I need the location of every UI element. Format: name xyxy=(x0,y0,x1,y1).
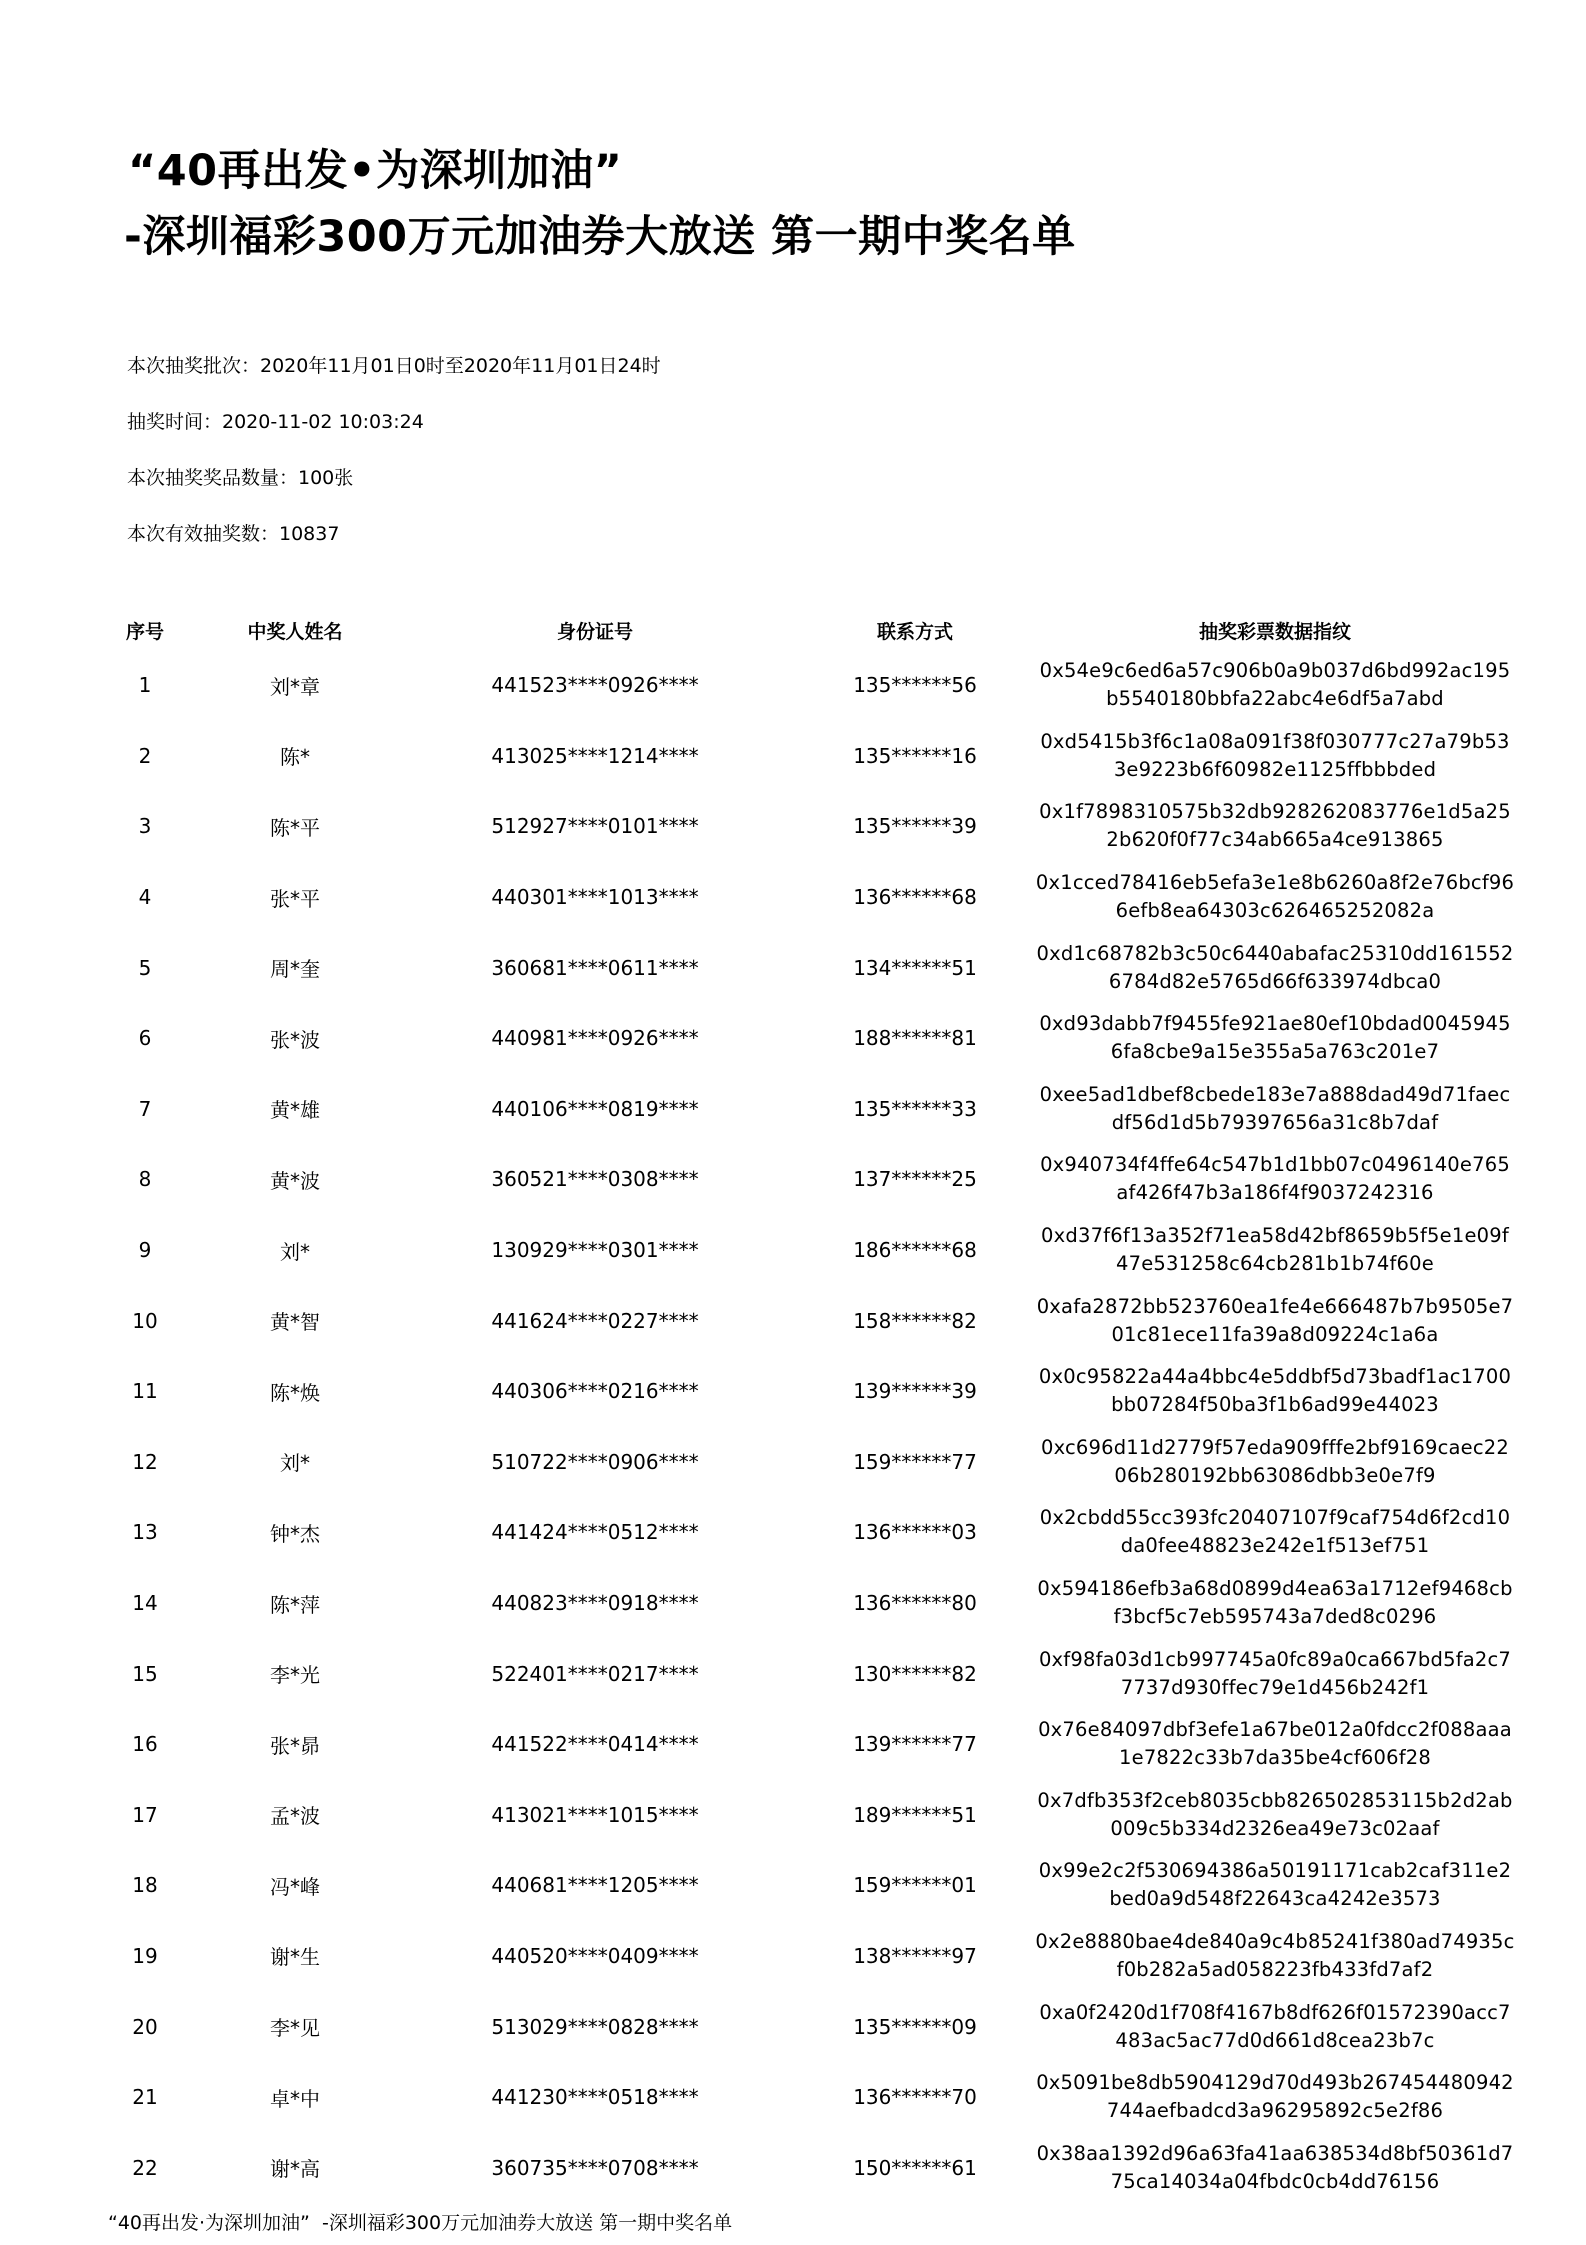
cell-contact: 159******01 xyxy=(853,1873,977,1898)
table-row xyxy=(95,721,1515,792)
cell-id-number: 130929****0301**** xyxy=(491,1238,699,1263)
cell-contact: 158******82 xyxy=(853,1308,977,1333)
cell-id-number: 512927****0101**** xyxy=(491,814,699,839)
cell-fingerprint: 0x1cced78416eb5efa3e1e8b6260a8f2e76bcf966efb8ea64303c626465252082a xyxy=(1035,871,1515,923)
cell-winner-name: 冯*峰 xyxy=(270,1874,320,1899)
table-row xyxy=(95,1991,1515,2062)
cell-contact: 136******03 xyxy=(853,1520,977,1545)
cell-winner-name: 黄*智 xyxy=(270,1310,320,1335)
cell-winner-name: 陈*平 xyxy=(270,815,320,840)
cell-id-number: 441522****0414**** xyxy=(491,1732,699,1757)
cell-fingerprint: 0x2e8880bae4de840a9c4b85241f380ad74935cf0b282a5ad058223fb433fd7af2 xyxy=(1035,1929,1515,1981)
cell-contact: 135******56 xyxy=(853,673,977,698)
cell-fingerprint: 0x7dfb353f2ceb8035cbb826502853115b2d2ab009c5b334d2326ea49e73c02aaf xyxy=(1037,1788,1513,1840)
cell-index: 8 xyxy=(138,1167,152,1192)
cell-contact: 189******51 xyxy=(853,1802,977,1827)
cell-id-number: 413025****1214**** xyxy=(491,743,699,768)
cell-id-number: 441523****0926**** xyxy=(491,673,699,698)
table-row xyxy=(95,1215,1515,1286)
table-row xyxy=(95,1568,1515,1639)
cell-index: 18 xyxy=(132,1873,158,1898)
cell-fingerprint: 0x76e84097dbf3efe1a67be012a0fdcc2f088aaa1e7822c33b7da35be4cf606f28 xyxy=(1038,1718,1512,1770)
cell-winner-name: 张*波 xyxy=(270,1027,320,1052)
cell-id-number: 441424****0512**** xyxy=(491,1520,699,1545)
cell-fingerprint: 0x5091be8db5904129d70d493b267454480942744aefbadcd3a96295892c5e2f86 xyxy=(1036,2071,1514,2123)
cell-contact: 135******09 xyxy=(853,2014,977,2039)
cell-id-number: 440306****0216**** xyxy=(491,1379,699,1404)
cell-contact: 137******25 xyxy=(853,1167,977,1192)
cell-winner-name: 刘* xyxy=(280,1451,310,1476)
cell-winner-name: 陈* xyxy=(280,745,310,770)
table-row xyxy=(95,1356,1515,1427)
cell-index: 21 xyxy=(132,2085,158,2110)
cell-index: 6 xyxy=(138,1026,152,1051)
cell-contact: 130******82 xyxy=(853,1661,977,1686)
cell-index: 14 xyxy=(132,1591,158,1616)
table-row xyxy=(95,932,1515,1003)
table-row xyxy=(95,1921,1515,1992)
cell-winner-name: 孟*波 xyxy=(270,1804,320,1829)
cell-index: 7 xyxy=(138,1096,152,1121)
winners-table xyxy=(95,610,1515,2203)
cell-id-number: 413021****1015**** xyxy=(491,1802,699,1827)
cell-contact: 136******80 xyxy=(853,1591,977,1616)
cell-winner-name: 李*光 xyxy=(270,1663,320,1688)
table-row xyxy=(95,2132,1515,2203)
header-id-number: 身份证号 xyxy=(556,620,633,643)
table-row xyxy=(95,1003,1515,1074)
cell-id-number: 360735****0708**** xyxy=(491,2155,699,2180)
header-name: 中奖人姓名 xyxy=(247,620,343,643)
header-fingerprint: 抽奖彩票数据指纹 xyxy=(1198,620,1351,643)
header-contact: 联系方式 xyxy=(876,620,953,643)
cell-id-number: 440681****1205**** xyxy=(491,1873,699,1898)
document-title xyxy=(124,138,1076,270)
cell-fingerprint: 0xa0f2420d1f708f4167b8df626f01572390acc7483ac5ac77d0d661d8cea23b7c xyxy=(1039,2000,1511,2052)
cell-contact: 135******33 xyxy=(853,1096,977,1121)
table-row xyxy=(95,1850,1515,1921)
table-row xyxy=(95,862,1515,933)
cell-id-number: 440823****0918**** xyxy=(491,1591,699,1616)
cell-id-number: 360521****0308**** xyxy=(491,1167,699,1192)
cell-index: 12 xyxy=(132,1449,158,1474)
cell-id-number: 440520****0409**** xyxy=(491,1943,699,1968)
table-row xyxy=(95,1780,1515,1851)
cell-index: 17 xyxy=(132,1802,158,1827)
cell-index: 20 xyxy=(132,2014,158,2039)
cell-fingerprint: 0x99e2c2f530694386a50191171cab2caf311e2bed0a9d548f22643ca4242e3573 xyxy=(1038,1859,1512,1911)
cell-index: 16 xyxy=(132,1732,158,1757)
table-row xyxy=(95,1285,1515,1356)
table-row xyxy=(95,1497,1515,1568)
cell-winner-name: 张*昴 xyxy=(270,1733,320,1758)
cell-contact: 135******39 xyxy=(853,814,977,839)
cell-winner-name: 陈*萍 xyxy=(270,1592,320,1617)
cell-index: 4 xyxy=(138,885,152,910)
cell-fingerprint: 0xafa2872bb523760ea1fe4e666487b7b9505e701c81ece11fa39a8d09224c1a6a xyxy=(1036,1294,1514,1346)
cell-fingerprint: 0x940734f4ffe64c547b1d1bb07c0496140e765af426f47b3a186f4f9037242316 xyxy=(1040,1153,1510,1205)
cell-contact: 150******61 xyxy=(853,2155,977,2180)
cell-fingerprint: 0x38aa1392d96a63fa41aa638534d8bf50361d775ca14034a04fbdc0cb4dd76156 xyxy=(1036,2141,1514,2193)
cell-index: 3 xyxy=(138,814,152,839)
title-line-2: -深圳福彩300万元加油券大放送 第一期中奖名单 xyxy=(124,212,1076,262)
cell-index: 1 xyxy=(138,673,152,698)
cell-winner-name: 张*平 xyxy=(270,886,320,911)
cell-fingerprint: 0x0c95822a44a4bbc4e5ddbf5d73badf1ac1700bb07284f50ba3f1b6ad99e44023 xyxy=(1038,1365,1512,1417)
table-row xyxy=(95,2062,1515,2133)
cell-winner-name: 周*奎 xyxy=(270,957,320,982)
cell-winner-name: 卓*中 xyxy=(270,2086,320,2111)
cell-winner-name: 谢*高 xyxy=(270,2157,320,2182)
cell-index: 11 xyxy=(132,1379,158,1404)
cell-winner-name: 李*见 xyxy=(270,2016,320,2041)
table-row xyxy=(95,791,1515,862)
cell-fingerprint: 0x2cbdd55cc393fc20407107f9caf754d6f2cd10da0fee48823e242e1f513ef751 xyxy=(1039,1506,1511,1558)
page-footer: “40再出发·为深圳加油” -深圳福彩300万元加油券大放送 第一期中奖名单 xyxy=(108,2212,733,2234)
cell-contact: 135******16 xyxy=(853,743,977,768)
cell-index: 19 xyxy=(132,1943,158,1968)
table-header-row xyxy=(95,610,1515,650)
cell-id-number: 510722****0906**** xyxy=(491,1449,699,1474)
cell-winner-name: 刘* xyxy=(280,1239,310,1264)
draw-time: 抽奖时间：2020-11-02 10:03:24 xyxy=(127,411,424,433)
cell-winner-name: 黄*波 xyxy=(270,1168,320,1193)
cell-id-number: 513029****0828**** xyxy=(491,2014,699,2039)
draw-info xyxy=(127,338,661,562)
title-line-1: “40再出发•为深圳加油” xyxy=(128,146,623,196)
cell-id-number: 440301****1013**** xyxy=(491,885,699,910)
cell-fingerprint: 0xee5ad1dbef8cbede183e7a888dad49d71faecdf56d1d5b79397656a31c8b7daf xyxy=(1039,1082,1511,1134)
cell-id-number: 441230****0518**** xyxy=(491,2085,699,2110)
cell-index: 22 xyxy=(132,2155,158,2180)
table-row xyxy=(95,1144,1515,1215)
cell-contact: 136******68 xyxy=(853,885,977,910)
cell-contact: 134******51 xyxy=(853,955,977,980)
cell-fingerprint: 0x54e9c6ed6a57c906b0a9b037d6bd992ac195b5540180bbfa22abc4e6df5a7abd xyxy=(1039,659,1511,711)
cell-winner-name: 陈*焕 xyxy=(270,1380,320,1405)
winners-table-body xyxy=(95,650,1515,2203)
cell-index: 2 xyxy=(138,743,152,768)
cell-winner-name: 钟*杰 xyxy=(270,1521,320,1546)
table-row xyxy=(95,1638,1515,1709)
draw-batch: 本次抽奖批次：2020年11月01日0时至2020年11月01日24时 xyxy=(127,355,661,377)
cell-index: 10 xyxy=(132,1308,158,1333)
table-row xyxy=(95,1709,1515,1780)
cell-fingerprint: 0xd1c68782b3c50c6440abafac25310dd1615526784d82e5765d66f633974dbca0 xyxy=(1036,941,1514,993)
cell-id-number: 360681****0611**** xyxy=(491,955,699,980)
table-row xyxy=(95,1427,1515,1498)
cell-index: 15 xyxy=(132,1661,158,1686)
cell-contact: 139******77 xyxy=(853,1732,977,1757)
cell-contact: 136******70 xyxy=(853,2085,977,2110)
cell-winner-name: 刘*章 xyxy=(270,674,320,699)
cell-fingerprint: 0xd93dabb7f9455fe921ae80ef10bdad00459456fa8cbe9a15e355a5a763c201e7 xyxy=(1039,1012,1511,1064)
cell-contact: 138******97 xyxy=(853,1943,977,1968)
table-row xyxy=(95,1074,1515,1145)
valid-draw-count: 本次有效抽奖数：10837 xyxy=(127,523,340,545)
cell-id-number: 440981****0926**** xyxy=(491,1026,699,1051)
cell-id-number: 441624****0227**** xyxy=(491,1308,699,1333)
cell-id-number: 440106****0819**** xyxy=(491,1096,699,1121)
table-row xyxy=(95,650,1515,721)
prize-count: 本次抽奖奖品数量：100张 xyxy=(127,467,354,489)
cell-id-number: 522401****0217**** xyxy=(491,1661,699,1686)
cell-winner-name: 谢*生 xyxy=(270,1945,320,1970)
cell-index: 9 xyxy=(138,1238,152,1263)
cell-fingerprint: 0xd37f6f13a352f71ea58d42bf8659b5f5e1e09f47e531258c64cb281b1b74f60e xyxy=(1041,1224,1509,1276)
cell-contact: 186******68 xyxy=(853,1238,977,1263)
header-index: 序号 xyxy=(125,620,164,643)
cell-fingerprint: 0x1f7898310575b32db928262083776e1d5a252b620f0f77c34ab665a4ce913865 xyxy=(1039,800,1511,852)
cell-fingerprint: 0xc696d11d2779f57eda909fffe2bf9169caec2206b280192bb63086dbb3e0e7f9 xyxy=(1040,1435,1510,1487)
cell-contact: 139******39 xyxy=(853,1379,977,1404)
cell-fingerprint: 0xf98fa03d1cb997745a0fc89a0ca667bd5fa2c77737d930ffec79e1d456b242f1 xyxy=(1038,1647,1512,1699)
cell-index: 13 xyxy=(132,1520,158,1545)
cell-fingerprint: 0x594186efb3a68d0899d4ea63a1712ef9468cbf3bcf5c7eb595743a7ded8c0296 xyxy=(1037,1577,1513,1629)
cell-fingerprint: 0xd5415b3f6c1a08a091f38f030777c27a79b533e9223b6f60982e1125ffbbbded xyxy=(1040,729,1510,781)
cell-winner-name: 黄*雄 xyxy=(270,1098,320,1123)
cell-contact: 188******81 xyxy=(853,1026,977,1051)
cell-contact: 159******77 xyxy=(853,1449,977,1474)
cell-index: 5 xyxy=(138,955,152,980)
